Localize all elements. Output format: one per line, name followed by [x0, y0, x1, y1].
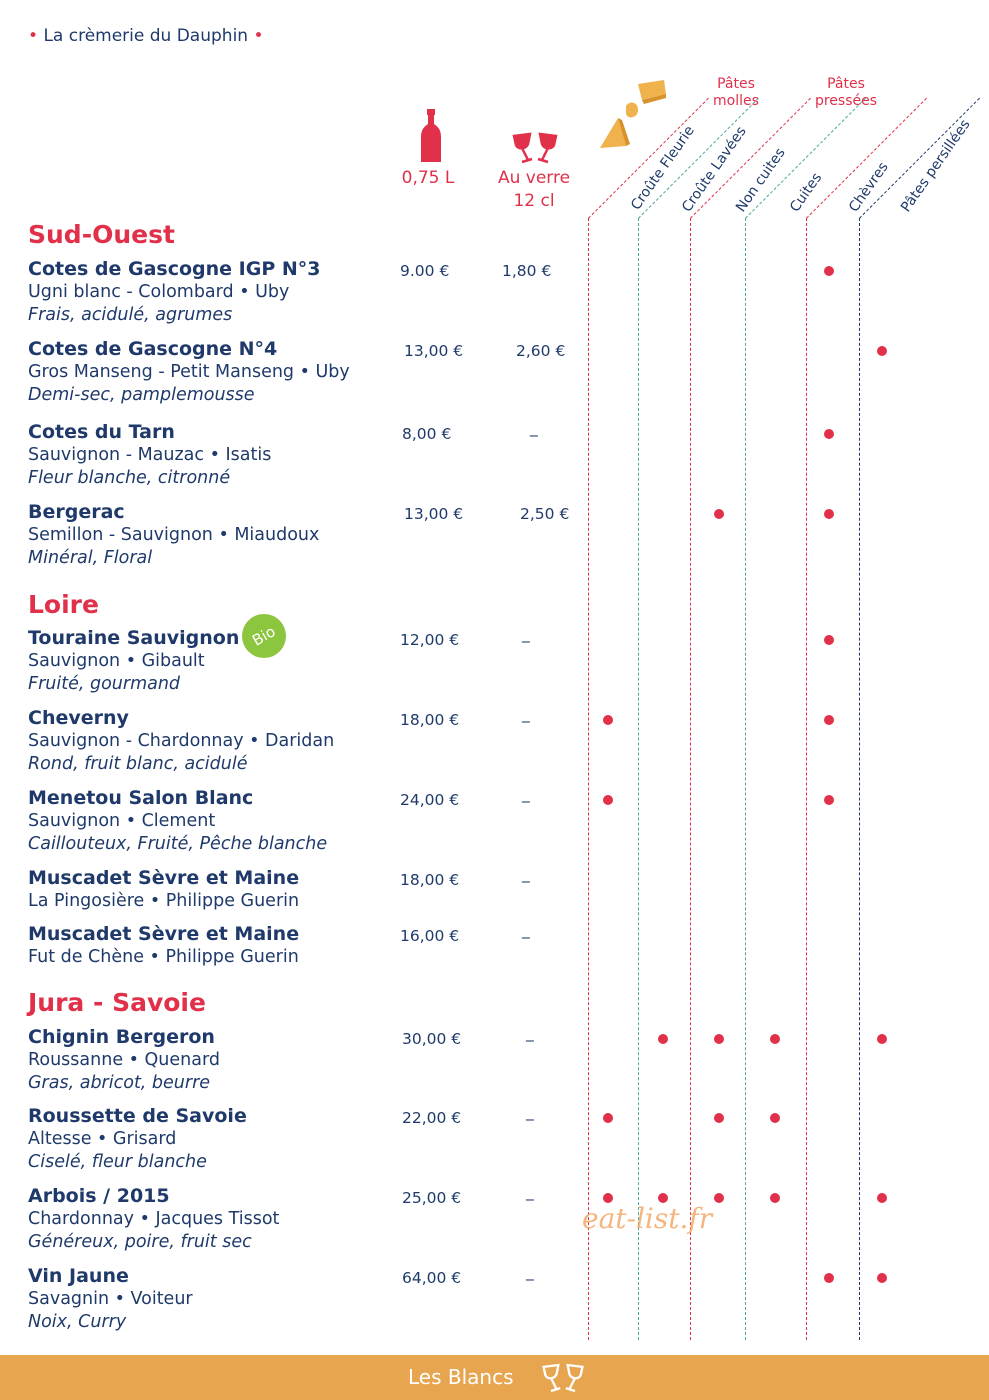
- wine-name: Menetou Salon Blanc: [28, 787, 254, 809]
- pairing-dot: [824, 1273, 834, 1283]
- footer-label: Les Blancs: [408, 1365, 514, 1389]
- column-label: Croûte Fleurie: [628, 122, 698, 214]
- wine-grapes: Savagnin • Voiteur: [28, 1289, 193, 1309]
- bottle-price: 25,00 €: [402, 1189, 462, 1207]
- bottle-price: 18,00 €: [400, 871, 460, 889]
- bottle-price: 30,00 €: [402, 1030, 462, 1048]
- glass-price: _: [526, 1263, 534, 1281]
- wine-glasses-icon: [538, 1361, 588, 1399]
- wine-name: Roussette de Savoie: [28, 1105, 247, 1127]
- pairing-dot: [877, 1193, 887, 1203]
- wine-bottle-icon: [418, 108, 444, 168]
- wine-notes: Demi-sec, pamplemousse: [28, 385, 255, 405]
- wine-notes: Rond, fruit blanc, acidulé: [28, 754, 248, 774]
- glass-price: _: [522, 921, 530, 939]
- footer-bar: [0, 1355, 989, 1400]
- wine-grapes: Semillon - Sauvignon • Miaudoux: [28, 525, 320, 545]
- pairing-dot: [877, 346, 887, 356]
- pairing-dot: [603, 715, 613, 725]
- wine-grapes: La Pingosière • Philippe Guerin: [28, 891, 300, 911]
- glass-price: _: [526, 1183, 534, 1201]
- glass-price: _: [526, 1103, 534, 1121]
- glass-price: _: [530, 419, 538, 437]
- pairing-dot: [824, 266, 834, 276]
- wine-name: Muscadet Sèvre et Maine: [28, 923, 300, 945]
- pairing-dot: [714, 1034, 724, 1044]
- pairing-dot: [770, 1193, 780, 1203]
- glass-price: 2,50 €: [520, 505, 570, 523]
- wine-name: Chignin Bergeron: [28, 1026, 215, 1048]
- bottle-price: 13,00 €: [404, 342, 464, 360]
- pairing-dot: [714, 1193, 724, 1203]
- pairing-dot: [770, 1113, 780, 1123]
- brand-name: La crèmerie du Dauphin: [43, 26, 249, 46]
- bottle-price: 13,00 €: [404, 505, 464, 523]
- wine-grapes: Sauvignon • Gibault: [28, 651, 205, 671]
- wine-name: Bergerac: [28, 501, 125, 523]
- bottle-price: 8,00 €: [402, 425, 452, 443]
- bio-badge: [242, 614, 286, 658]
- wine-notes: Caillouteux, Fruité, Pêche blanche: [28, 834, 328, 854]
- glass-price: _: [526, 1024, 534, 1042]
- column-guide: [638, 218, 639, 1340]
- pairing-dot: [603, 795, 613, 805]
- wine-notes: Minéral, Floral: [28, 548, 153, 568]
- glass-price: _: [522, 865, 530, 883]
- glass-price: _: [522, 625, 530, 643]
- glass-size-label: 12 cl: [513, 191, 555, 211]
- pairing-dot: [658, 1034, 668, 1044]
- pairing-dot: [877, 1034, 887, 1044]
- group-pressees-line1: Pâtes: [827, 76, 865, 92]
- column-guide: [588, 218, 589, 1340]
- region-title: Loire: [28, 590, 99, 619]
- pairing-dot: [824, 795, 834, 805]
- column-guide: [745, 218, 746, 1340]
- bullet-left: •: [28, 26, 39, 46]
- wine-notes: Fruité, gourmand: [28, 674, 181, 694]
- wine-glasses-icon: [508, 130, 562, 170]
- wine-grapes: Sauvignon - Mauzac • Isatis: [28, 445, 272, 465]
- bullet-right: •: [253, 26, 264, 46]
- column-label: Non cuites: [733, 145, 789, 216]
- wine-grapes: Gros Manseng - Petit Manseng • Uby: [28, 362, 350, 382]
- group-pressees-line2: pressées: [814, 93, 878, 109]
- pairing-dot: [824, 509, 834, 519]
- bottle-price: 12,00 €: [400, 631, 460, 649]
- pairing-dot: [714, 509, 724, 519]
- group-pates-pressees: [806, 76, 886, 110]
- group-molles-line2: molles: [713, 93, 759, 109]
- bottle-price: 22,00 €: [402, 1109, 462, 1127]
- column-label: Pâtes persillées: [898, 116, 974, 216]
- wine-grapes: Roussanne • Quenard: [28, 1050, 220, 1070]
- glass-price: _: [522, 785, 530, 803]
- brand-title: [28, 26, 264, 46]
- pairing-dot: [770, 1034, 780, 1044]
- wine-grapes: Sauvignon • Clement: [28, 811, 216, 831]
- pairing-dot: [714, 1113, 724, 1123]
- wine-notes: Noix, Curry: [28, 1312, 127, 1332]
- wine-name: Touraine Sauvignon: [28, 627, 240, 649]
- pairing-dot: [877, 1273, 887, 1283]
- bottle-price: 18,00 €: [400, 711, 460, 729]
- region-title: Sud-Ouest: [28, 220, 175, 249]
- wine-grapes: Altesse • Grisard: [28, 1129, 177, 1149]
- region-title: Jura - Savoie: [28, 988, 206, 1017]
- group-pates-molles: [700, 76, 772, 110]
- wine-grapes: Sauvignon - Chardonnay • Daridan: [28, 731, 335, 751]
- bottle-size-label: 0,75 L: [401, 168, 455, 188]
- wine-grapes: Chardonnay • Jacques Tissot: [28, 1209, 280, 1229]
- wine-notes: Frais, acidulé, agrumes: [28, 305, 233, 325]
- wine-name: Cotes de Gascogne IGP N°3: [28, 258, 321, 280]
- watermark: eat-list.fr: [582, 1202, 713, 1235]
- wine-grapes: Ugni blanc - Colombard • Uby: [28, 282, 290, 302]
- group-molles-line1: Pâtes: [717, 76, 755, 92]
- wine-name: Cheverny: [28, 707, 129, 729]
- wine-grapes: Fut de Chène • Philippe Guerin: [28, 947, 299, 967]
- column-guide: [690, 218, 691, 1340]
- column-label: Cuites: [787, 170, 826, 216]
- bottle-price: 64,00 €: [402, 1269, 462, 1287]
- column-guide: [859, 218, 860, 1340]
- glass-price: _: [522, 705, 530, 723]
- wine-notes: Ciselé, fleur blanche: [28, 1152, 207, 1172]
- bottle-price: 16,00 €: [400, 927, 460, 945]
- glass-label: Au verre: [497, 168, 571, 188]
- bottle-price: 9.00 €: [400, 262, 450, 280]
- column-label: Croûte Lavées: [679, 123, 750, 216]
- pairing-dot: [824, 635, 834, 645]
- wine-name: Muscadet Sèvre et Maine: [28, 867, 300, 889]
- wine-notes: Gras, abricot, beurre: [28, 1073, 211, 1093]
- wine-name: Vin Jaune: [28, 1265, 129, 1287]
- bottle-price: 24,00 €: [400, 791, 460, 809]
- pairing-dot: [824, 429, 834, 439]
- cheese-icon: [596, 76, 676, 160]
- glass-price: 1,80 €: [502, 262, 552, 280]
- column-guide: [806, 218, 807, 1340]
- wine-name: Cotes du Tarn: [28, 421, 175, 443]
- wine-notes: Fleur blanche, citronné: [28, 468, 231, 488]
- pairing-dot: [824, 715, 834, 725]
- wine-name: Cotes de Gascogne N°4: [28, 338, 278, 360]
- bio-badge-label: Bio: [249, 622, 279, 650]
- wine-notes: Généreux, poire, fruit sec: [28, 1232, 252, 1252]
- glass-header: [484, 167, 584, 213]
- glass-price: 2,60 €: [516, 342, 566, 360]
- wine-name: Arbois / 2015: [28, 1185, 170, 1207]
- pairing-dot: [603, 1113, 613, 1123]
- column-label: Chèvres: [846, 159, 892, 216]
